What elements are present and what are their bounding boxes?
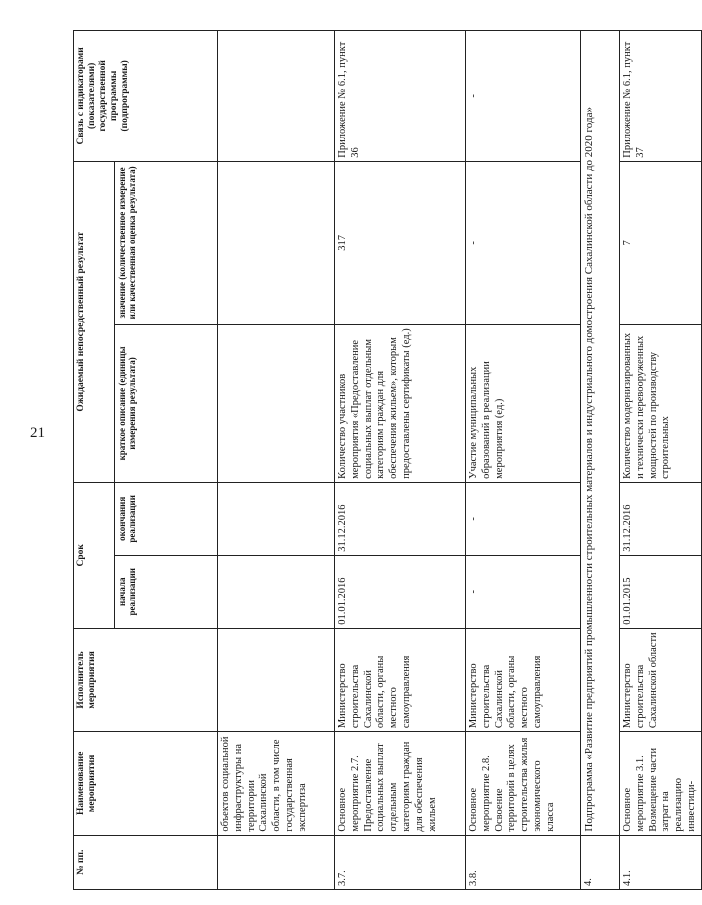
cell-name: Основное мероприятие 2.7. Предоставление социальных выплат отдельным категориям граждан для обеспечения жильем: [335, 732, 466, 835]
cell-value: 317: [335, 161, 466, 324]
cell-end: [218, 482, 335, 555]
cell-desc: Количество модернизированных и технически перевооруженных мощностей по производству строительных: [620, 325, 702, 483]
cell-value: [218, 161, 335, 324]
header-value: значение (количественное измерение или качественная оценка результата): [115, 161, 218, 324]
header-num: № пп.: [74, 835, 218, 889]
cell-link: -: [466, 31, 581, 162]
cell-start: 01.01.2015: [620, 555, 702, 628]
header-link: Связь с индикаторами (показателями) государственной программы (подпрограммы): [74, 31, 218, 162]
page-number: 21: [30, 425, 45, 441]
cell-executor: Министерство строительства Сахалинской области: [620, 628, 702, 731]
cell-value: -: [466, 161, 581, 324]
table-row: [218, 31, 335, 890]
cell-executor: Министерство строительства Сахалинской области, органы местного самоуправления: [335, 628, 466, 731]
cell-num: [218, 835, 335, 889]
table-row: [335, 31, 466, 890]
header-executor: Исполнитель мероприятия: [74, 628, 218, 731]
cell-executor: [218, 628, 335, 731]
cell-num: 3.8.: [466, 835, 581, 889]
cell-value: 7: [620, 161, 702, 324]
cell-desc: Участие муниципальных образований в реализации мероприятия (ед.): [466, 325, 581, 483]
cell-name: объектов социальной инфраструктуры на территории Сахалинской области, в том числе государственная экспертиза: [218, 732, 335, 835]
header-term: Срок: [74, 482, 115, 628]
cell-num: 4.: [581, 835, 620, 889]
cell-name: Основное мероприятие 2.8. Освоение территорий в целях строительства жилья экономического класса: [466, 732, 581, 835]
measures-table: [73, 30, 702, 890]
table-row: [620, 31, 702, 890]
cell-num: 3.7.: [335, 835, 466, 889]
cell-link: Приложение № 6.1, пункт 36: [335, 31, 466, 162]
cell-executor: Министерство строительства Сахалинской области, органы местного самоуправления: [466, 628, 581, 731]
cell-num: 4.1.: [620, 835, 702, 889]
header-end: окончания реализации: [115, 482, 218, 555]
subprogram-row: [581, 31, 620, 890]
cell-start: [218, 555, 335, 628]
header-short-desc: краткое описание (единицы измерения результата): [115, 325, 218, 483]
header-start: начала реализации: [115, 555, 218, 628]
cell-start: -: [466, 555, 581, 628]
cell-desc: Количество участников мероприятия «Предоставление социальных выплат отдельным категориям граждан для обеспечения жильем», которым предоставлены сертификаты (ед.): [335, 325, 466, 483]
cell-end: 31.12.2016: [335, 482, 466, 555]
cell-end: 31.12.2016: [620, 482, 702, 555]
table-row: [466, 31, 581, 890]
cell-name: Основное мероприятие 3.1. Возмещение части затрат на реализацию инвестици-: [620, 732, 702, 835]
cell-desc: [218, 325, 335, 483]
subprogram-title: Подпрограмма «Развитие предприятий промышленности строительных материалов и индустриального домостроения Сахалинской области до 2020 года»: [581, 31, 620, 836]
document-sheet: [73, 30, 697, 890]
header-expected: Ожидаемый непосредственный результат: [74, 161, 115, 482]
cell-link: [218, 31, 335, 162]
header-row-top: [74, 31, 115, 890]
cell-end: -: [466, 482, 581, 555]
header-name: Наименование мероприятия: [74, 732, 218, 835]
cell-start: 01.01.2016: [335, 555, 466, 628]
cell-link: Приложение № 6.1, пункт 37: [620, 31, 702, 162]
